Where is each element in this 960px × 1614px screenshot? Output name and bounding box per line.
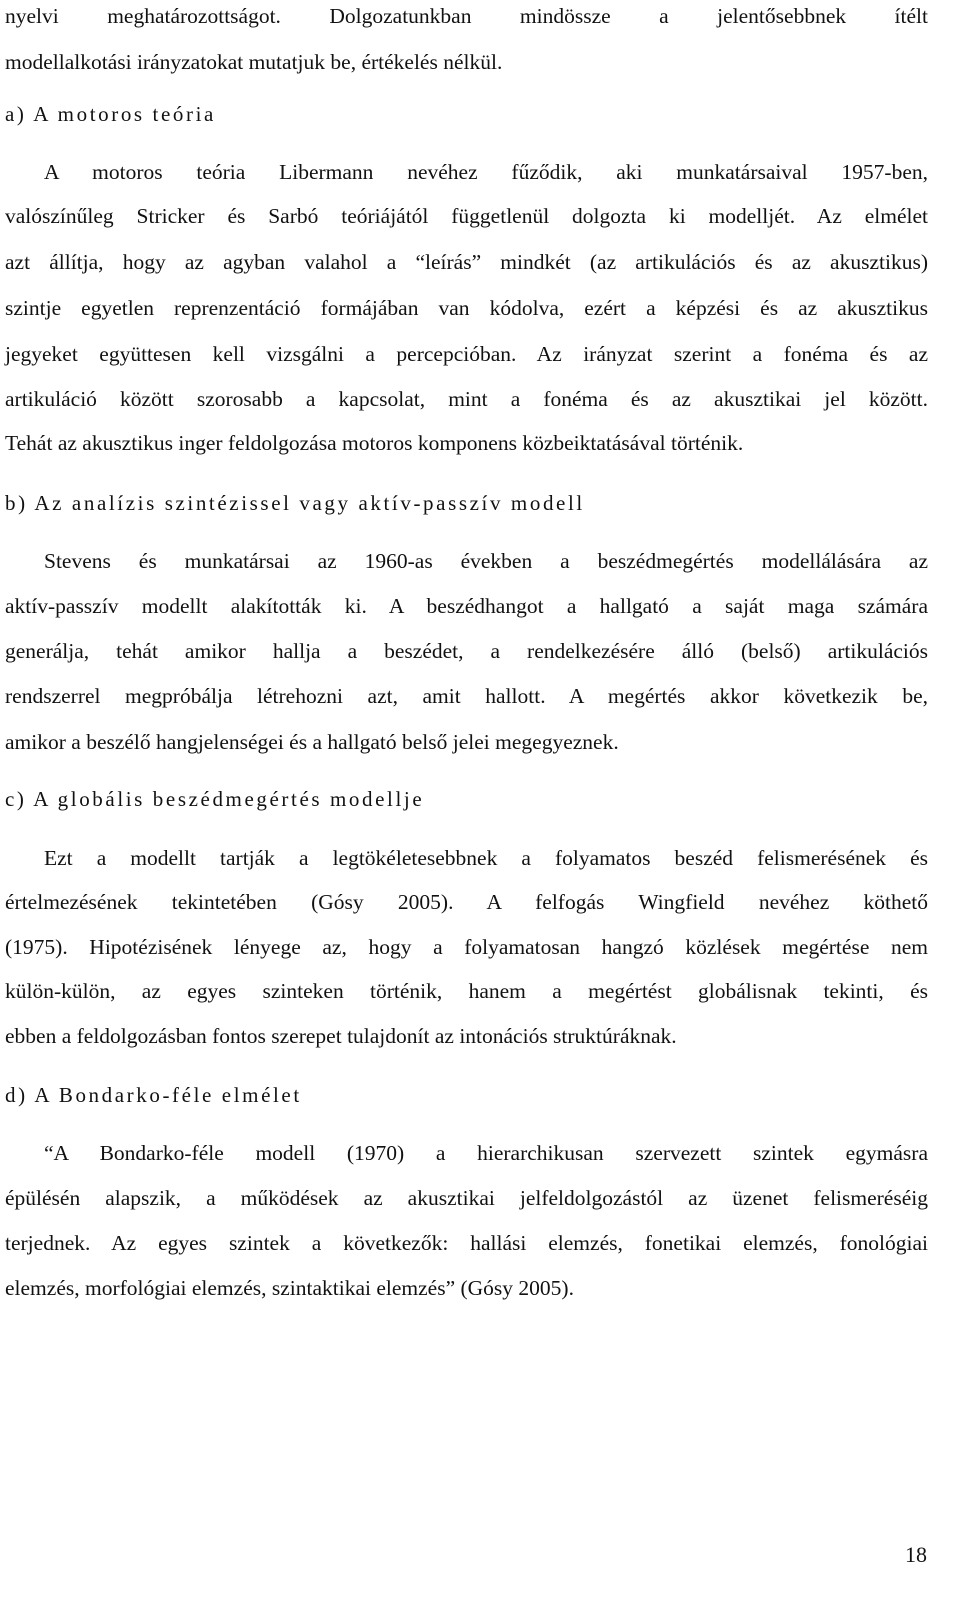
body-text-line: elemzés, morfológiai elemzés, szintaktikai elemzés” (Gósy 2005). bbox=[5, 1276, 574, 1300]
body-text-line: valószínűleg Stricker és Sarbó teóriájától függetlenül dolgozta ki modelljét. Az elmélet bbox=[5, 204, 928, 228]
body-text-line: “A Bondarko-féle modell (1970) a hierarchikusan szervezett szintek egymásra bbox=[44, 1141, 928, 1165]
body-text-line: szintje egyetlen reprenzentáció formájában van kódolva, ezért a képzési és az akusztikus bbox=[5, 296, 928, 320]
body-text-line: nyelvi meghatározottságot. Dolgozatunkban mindössze a jelentősebbnek ítélt bbox=[5, 4, 928, 28]
section-heading-a: a) A motoros teória bbox=[5, 102, 216, 126]
body-text-line: (1975). Hipotézisének lényege az, hogy a folyamatosan hangzó közlések megértése nem bbox=[5, 935, 928, 959]
body-text-line: modellalkotási irányzatokat mutatjuk be, értékelés nélkül. bbox=[5, 50, 503, 74]
body-text-line: terjednek. Az egyes szintek a következők: hallási elemzés, fonetikai elemzés, fonológiai bbox=[5, 1231, 928, 1255]
body-text-line: artikuláció között szorosabb a kapcsolat, mint a fonéma és az akusztikai jel között. bbox=[5, 387, 928, 411]
body-text-line: amikor a beszélő hangjelenségei és a hallgató belső jelei megegyeznek. bbox=[5, 730, 619, 754]
body-text-line: ebben a feldolgozásban fontos szerepet tulajdonít az intonációs struktúráknak. bbox=[5, 1024, 677, 1048]
body-text-line: jegyeket együttesen kell vizsgálni a percepcióban. Az irányzat szerint a fonéma és az bbox=[5, 342, 928, 366]
body-text-line: épülésén alapszik, a működések az akusztikai jelfeldolgozástól az üzenet felismeréséig bbox=[5, 1186, 928, 1210]
body-text-line: Ezt a modellt tartják a legtökéletesebbnek a folyamatos beszéd felismerésének és bbox=[44, 846, 928, 870]
body-text-line: azt állítja, hogy az agyban valahol a “leírás” mindkét (az artikulációs és az akusztikus) bbox=[5, 250, 928, 274]
body-text-line: értelmezésének tekintetében (Gósy 2005). A felfogás Wingfield nevéhez köthető bbox=[5, 890, 928, 914]
page-number: 18 bbox=[905, 1542, 927, 1567]
body-text-line: külön-külön, az egyes szinteken történik, hanem a megértést globálisnak tekinti, és bbox=[5, 979, 928, 1003]
body-text-line: Stevens és munkatársai az 1960-as években a beszédmegértés modellálására az bbox=[44, 549, 928, 573]
body-text-line: generálja, tehát amikor hallja a beszédet, a rendelkezésére álló (belső) artikulációs bbox=[5, 639, 928, 663]
section-heading-c: c) A globális beszédmegértés modellje bbox=[5, 787, 425, 811]
section-heading-d: d) A Bondarko-féle elmélet bbox=[5, 1083, 302, 1107]
body-text-line: rendszerrel megpróbálja létrehozni azt, amit hallott. A megértés akkor következik be, bbox=[5, 684, 928, 708]
body-text-line: aktív-passzív modellt alakították ki. A beszédhangot a hallgató a saját maga számára bbox=[5, 594, 928, 618]
section-heading-b: b) Az analízis szintézissel vagy aktív-passzív modell bbox=[5, 491, 585, 515]
body-text-line: Tehát az akusztikus inger feldolgozása motoros komponens közbeiktatásával történik. bbox=[5, 431, 744, 455]
body-text-line: A motoros teória Libermann nevéhez fűződik, aki munkatársaival 1957-ben, bbox=[44, 160, 928, 184]
